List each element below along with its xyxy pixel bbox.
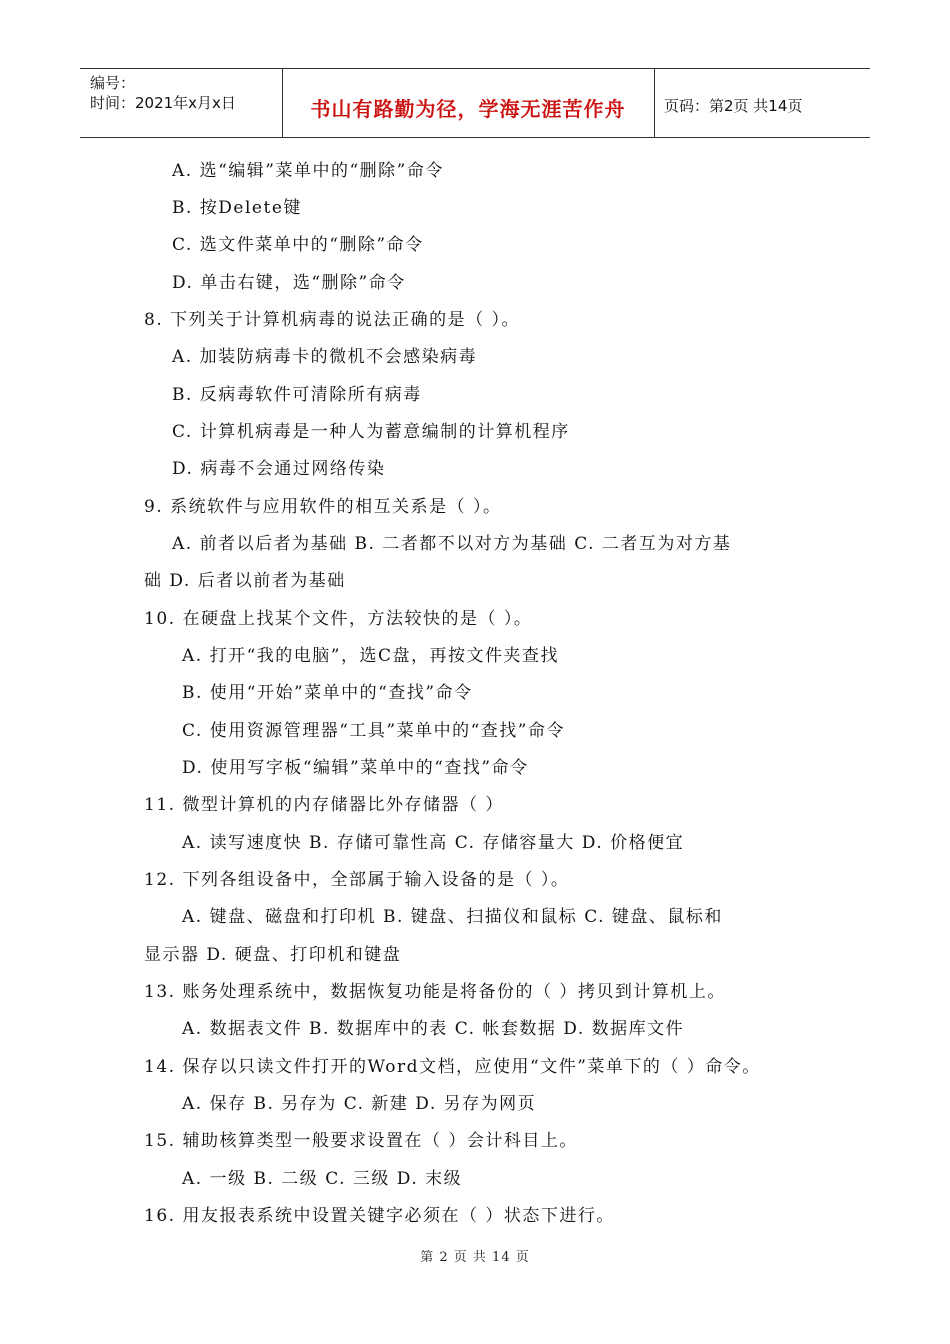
option-line: B. 按Delete键 xyxy=(172,198,302,218)
option-line: D. 病毒不会通过网络传染 xyxy=(172,459,386,479)
header-left-cell xyxy=(80,69,283,137)
option-line: A. 数据表文件 B. 数据库中的表 C. 帐套数据 D. 数据库文件 xyxy=(182,1019,685,1039)
question-line: 15. 辅助核算类型一般要求设置在（ ）会计科目上。 xyxy=(144,1131,578,1151)
option-line: A. 键盘、磁盘和打印机 B. 键盘、扫描仪和鼠标 C. 键盘、鼠标和 xyxy=(182,907,723,927)
question-line: 10. 在硬盘上找某个文件，方法较快的是（ ）。 xyxy=(144,609,533,629)
number-label: 编号： xyxy=(90,74,136,92)
option-line: D. 使用写字板“编辑”菜单中的“查找”命令 xyxy=(182,758,529,778)
option-line: C. 使用资源管理器“工具”菜单中的“查找”命令 xyxy=(182,721,565,741)
page-footer: 第 2 页 共 14 页 xyxy=(420,1250,530,1265)
question-line: 11. 微型计算机的内存储器比外存储器（ ） xyxy=(144,795,504,815)
question-line: 12. 下列各组设备中，全部属于输入设备的是（ ）。 xyxy=(144,870,570,890)
option-line: A. 保存 B. 另存为 C. 新建 D. 另存为网页 xyxy=(182,1094,537,1114)
option-line: B. 使用“开始”菜单中的“查找”命令 xyxy=(182,683,473,703)
option-line: A. 读写速度快 B. 存储可靠性高 C. 存储容量大 D. 价格便宜 xyxy=(182,833,685,853)
option-line: 础 D. 后者以前者为基础 xyxy=(144,571,346,591)
question-line: 8. 下列关于计算机病毒的说法正确的是（ ）。 xyxy=(144,310,521,330)
option-line: C. 选文件菜单中的“删除”命令 xyxy=(172,235,424,255)
option-line: C. 计算机病毒是一种人为蓄意编制的计算机程序 xyxy=(172,422,570,442)
option-line: 显示器 D. 硬盘、打印机和键盘 xyxy=(144,945,402,965)
question-line: 9. 系统软件与应用软件的相互关系是（ ）。 xyxy=(144,497,502,517)
option-line: A. 加装防病毒卡的微机不会感染病毒 xyxy=(172,347,478,367)
option-line: A. 打开“我的电脑”，选C盘，再按文件夹查找 xyxy=(182,646,559,666)
option-line: D. 单击右键，选“删除”命令 xyxy=(172,273,406,293)
option-line: A. 一级 B. 二级 C. 三级 D. 末级 xyxy=(182,1169,463,1189)
question-line: 13. 账务处理系统中，数据恢复功能是将备份的（ ）拷贝到计算机上。 xyxy=(144,982,726,1002)
option-line: A. 前者以后者为基础 B. 二者都不以对方为基础 C. 二者互为对方基 xyxy=(172,534,732,554)
page-header xyxy=(80,68,870,138)
question-line: 16. 用友报表系统中设置关键字必须在（ ）状态下进行。 xyxy=(144,1206,615,1226)
header-motto-cell xyxy=(282,69,655,137)
question-line: 14. 保存以只读文件打开的Word文档，应使用“文件”菜单下的（ ）命令。 xyxy=(144,1057,761,1077)
option-line: B. 反病毒软件可清除所有病毒 xyxy=(172,385,422,405)
date-label: 时间：2021年x月x日 xyxy=(90,94,236,112)
header-page-cell xyxy=(654,69,870,137)
page-number-label: 页码：第2页 共14页 xyxy=(664,97,803,115)
motto-text: 书山有路勤为径，学海无涯苦作舟 xyxy=(310,97,626,121)
option-line: A. 选“编辑”菜单中的“删除”命令 xyxy=(172,161,444,181)
